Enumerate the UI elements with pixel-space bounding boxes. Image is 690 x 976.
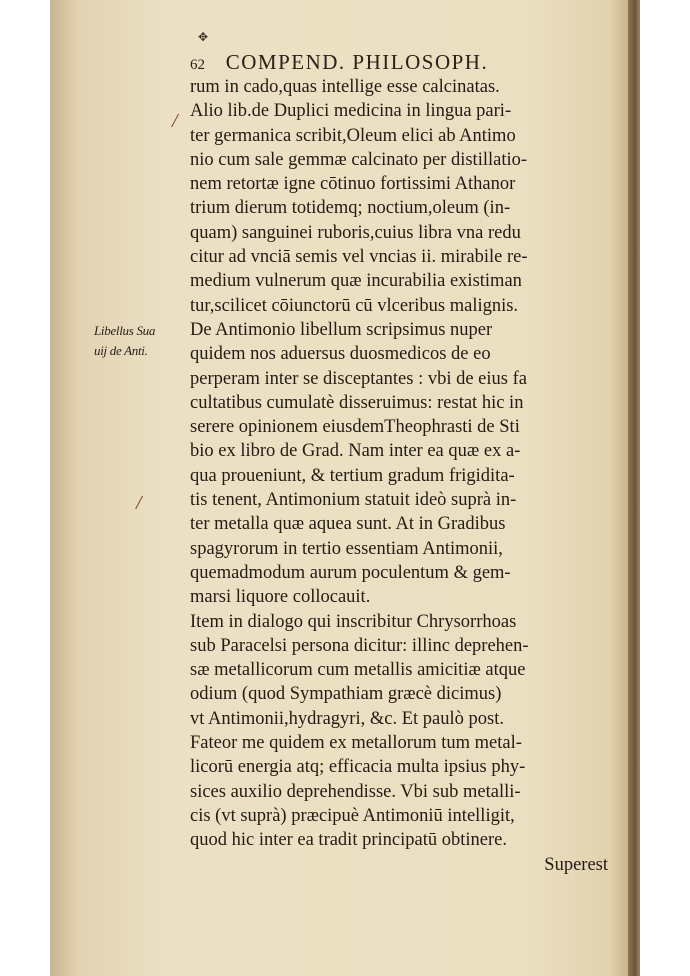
page-number: 62 xyxy=(190,57,205,73)
text-line: marsi liquore collocauit. xyxy=(190,587,371,608)
text-line: quam) sanguinei ruboris,cuius libra vna redu xyxy=(190,222,521,243)
text-line: cultatibus cumulatè disseruimus: restat hic in xyxy=(190,392,524,413)
pencil-mark: / xyxy=(172,110,178,132)
text-line: sæ metallicorum cum metallis amicitiæ atque xyxy=(190,660,526,681)
pencil-mark: / xyxy=(136,492,142,514)
page-header xyxy=(190,50,610,75)
text-line: licorū energia atq; efficacia multa ipsius phy- xyxy=(190,757,526,778)
text-line: serere opinionem eiusdemTheophrasti de Sti xyxy=(190,417,520,438)
text-line: perperam inter se disceptantes : vbi de eius fa xyxy=(190,368,527,389)
margin-note xyxy=(94,321,186,361)
text-line: Item in dialogo qui inscribitur Chrysorrhoas xyxy=(190,611,517,632)
text-line: citur ad vnciā semis vel vncias ii. mirabile re- xyxy=(190,247,528,268)
margin-note-line: uij de Anti. xyxy=(94,343,148,358)
text-line: tur,scilicet cōiunctorū cū vlceribus malignis. xyxy=(190,295,519,316)
text-line: odium (quod Sympathiam græcè dicimus) xyxy=(190,684,502,705)
text-line: quemadmodum aurum poculentum & gem- xyxy=(190,562,511,583)
text-line: nem retortæ igne cōtinuo fortissimi Athanor xyxy=(190,174,516,195)
page-body-text xyxy=(190,75,618,877)
running-title: COMPEND. PHILOSOPH. xyxy=(225,50,489,74)
text-line: ter germanica scribit,Oleum elici ab Antimo xyxy=(190,125,516,146)
text-line: medium vulnerum quæ incurabilia existiman xyxy=(190,271,522,292)
text-line: spagyrorum in tertio essentiam Antimonii, xyxy=(190,538,503,559)
margin-note-line: Libellus Sua xyxy=(94,323,156,338)
text-line: Alio lib.de Duplici medicina in lingua pari- xyxy=(190,101,512,122)
text-line: quod hic inter ea tradit principatū obtinere. xyxy=(190,830,507,851)
text-line: tis tenent, Antimonium statuit ideò suprà in- xyxy=(190,490,517,511)
text-line: Fateor me quidem ex metallorum tum metal- xyxy=(190,733,522,754)
text-line: rum in cado,quas intellige esse calcinatas. xyxy=(190,77,500,97)
ornament-mark: ✥ xyxy=(198,30,209,44)
text-line: vt Antimonii,hydragyri, &c. Et paulò post. xyxy=(190,708,504,729)
text-line: sub Paracelsi persona dicitur: illinc deprehen- xyxy=(190,635,529,656)
catchword: Superest xyxy=(544,854,608,875)
text-line: bio ex libro de Grad. Nam inter ea quæ ex a- xyxy=(190,441,521,462)
text-line: cis (vt suprà) præcipuè Antimoniū intelligit, xyxy=(190,805,515,826)
text-line: quidem nos aduersus duosmedicos de eo xyxy=(190,344,491,365)
text-line: qua proueniunt, & tertium gradum frigidita- xyxy=(190,465,515,486)
text-line: trium dierum totidemq; noctium,oleum (in- xyxy=(190,198,511,219)
text-line: De Antimonio libellum scripsimus nuper xyxy=(190,319,493,340)
text-line: nio cum sale gemmæ calcinato per distillatio- xyxy=(190,149,528,170)
text-line: sices auxilio deprehendisse. Vbi sub metalli- xyxy=(190,781,521,802)
page-gutter xyxy=(628,0,640,976)
text-line: ter metalla quæ aquea sunt. At in Gradibus xyxy=(190,514,506,535)
